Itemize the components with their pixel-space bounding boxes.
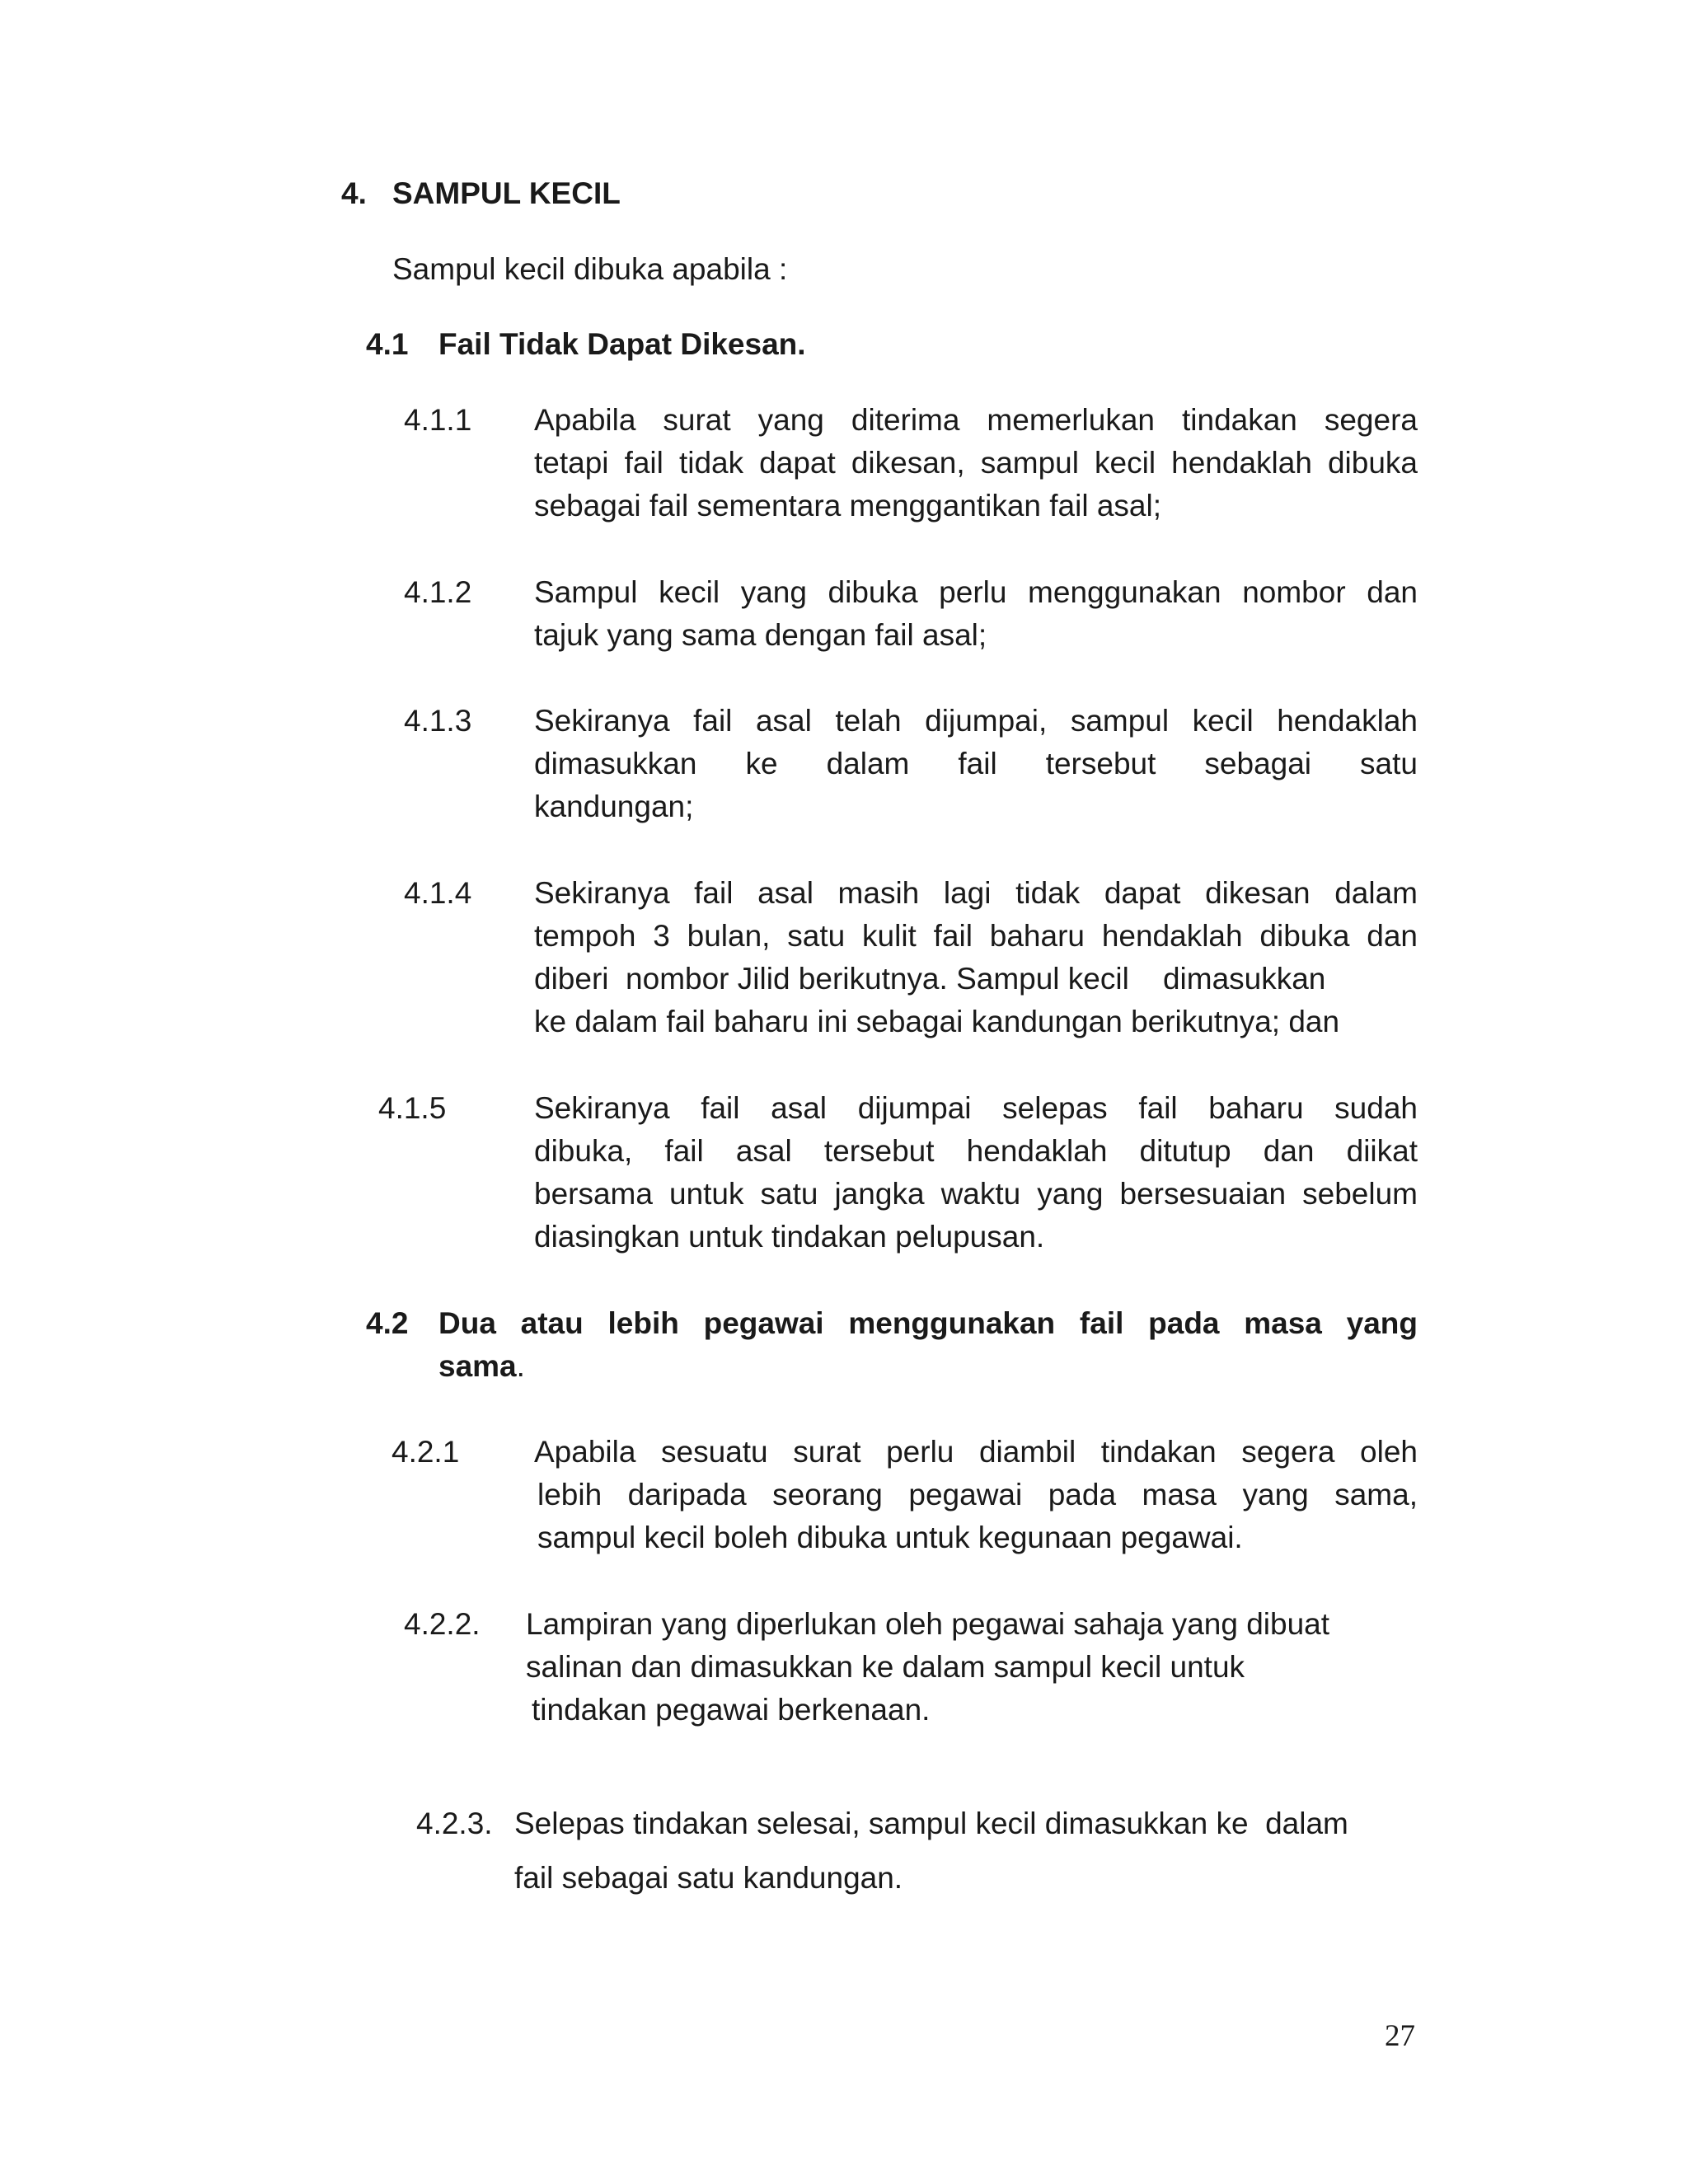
item-number: 4.2.3. (416, 1807, 493, 1840)
item-text-line: kandungan; (534, 790, 694, 823)
item-text-line: Sampul kecil yang dibuka perlu menggunakan nombor dan (534, 575, 1418, 609)
item-text-line: tindakan pegawai berkenaan. (532, 1693, 931, 1727)
item-text-line: diberi nombor Jilid berikutnya. Sampul kecil dimasukkan (534, 962, 1326, 996)
item-text-line: Sekiranya fail asal dijumpai selepas fail baharu sudah (534, 1091, 1418, 1125)
subsection-title-line (438, 1351, 525, 1381)
item-text-line: Sekiranya fail asal masih lagi tidak dapat dikesan dalam (534, 876, 1418, 910)
section-number: 4. (341, 176, 367, 210)
subsection-number: 4.2 (366, 1306, 409, 1340)
section-title: SAMPUL KECIL (392, 176, 621, 210)
item-text-line: bersama untuk satu jangka waktu yang bersesuaian sebelum (534, 1177, 1418, 1211)
item-text-line: tajuk yang sama dengan fail asal; (534, 618, 987, 652)
item-text-line: fail sebagai satu kandungan. (514, 1861, 903, 1895)
item-text-line: sebagai fail sementara menggantikan fail asal; (534, 489, 1162, 523)
item-number: 4.2.1 (392, 1435, 460, 1469)
item-text-line: sampul kecil boleh dibuka untuk kegunaan pegawai. (537, 1521, 1243, 1554)
section-intro: Sampul kecil dibuka apabila : (392, 252, 788, 286)
item-text-line: Sekiranya fail asal telah dijumpai, sampul kecil hendaklah (534, 704, 1418, 738)
item-text-line: lebih daripada seorang pegawai pada masa yang sama, (537, 1478, 1418, 1511)
subsection-number: 4.1 (366, 327, 409, 361)
item-text-line: tempoh 3 bulan, satu kulit fail baharu hendaklah dibuka dan (534, 919, 1418, 953)
item-text-line: salinan dan dimasukkan ke dalam sampul kecil untuk (526, 1650, 1245, 1684)
item-text-line: Selepas tindakan selesai, sampul kecil dimasukkan ke dalam (514, 1807, 1348, 1840)
item-number: 4.1.3 (404, 704, 472, 738)
item-number: 4.2.2. (404, 1607, 481, 1641)
subsection-title-period: . (516, 1349, 525, 1383)
subsection-title-end: sama (438, 1349, 517, 1383)
item-text-line: Apabila sesuatu surat perlu diambil tindakan segera oleh (534, 1435, 1418, 1469)
page-number: 27 (1385, 2019, 1415, 2053)
subsection-title-line: Dua atau lebih pegawai menggunakan fail pada masa yang (438, 1306, 1418, 1340)
item-text-line: ke dalam fail baharu ini sebagai kandungan berikutnya; dan (534, 1005, 1340, 1038)
item-text-line: Lampiran yang diperlukan oleh pegawai sahaja yang dibuat (526, 1607, 1330, 1641)
item-text-line: tetapi fail tidak dapat dikesan, sampul kecil hendaklah dibuka (534, 446, 1418, 480)
item-text-line: dimasukkan ke dalam fail tersebut sebagai satu (534, 747, 1418, 780)
item-text-line: diasingkan untuk tindakan pelupusan. (534, 1220, 1045, 1254)
item-text-line: Apabila surat yang diterima memerlukan tindakan segera (534, 403, 1418, 437)
item-number: 4.1.4 (404, 876, 472, 910)
subsection-title: Fail Tidak Dapat Dikesan. (438, 327, 806, 361)
item-number: 4.1.2 (404, 575, 472, 609)
item-number: 4.1.5 (378, 1091, 447, 1125)
item-text-line: dibuka, fail asal tersebut hendaklah ditutup dan diikat (534, 1134, 1418, 1168)
item-number: 4.1.1 (404, 403, 472, 437)
